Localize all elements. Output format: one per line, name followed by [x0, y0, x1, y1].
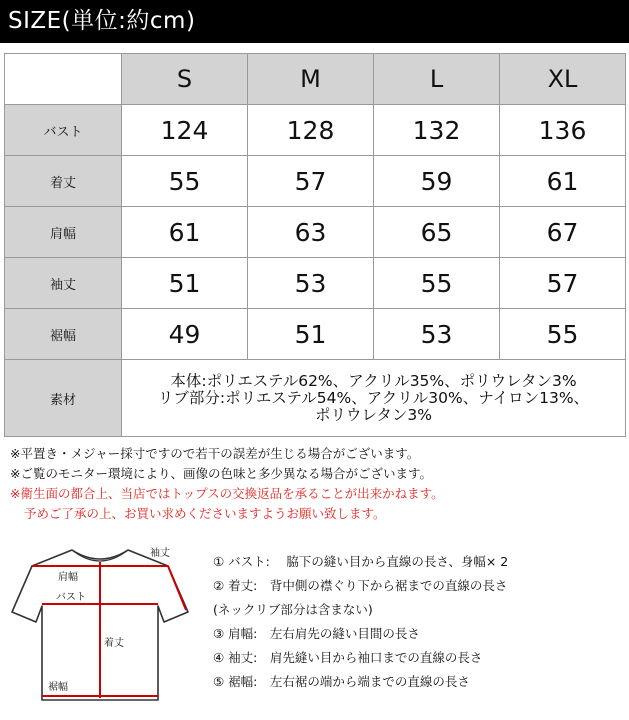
tshirt-measurement-diagram — [10, 538, 195, 710]
material-line: リブ部分:ポリエステル54%、アクリル30%、ナイロン13%、 — [157, 388, 590, 407]
diagram-label-length: 着丈 — [104, 638, 124, 649]
table-cell: 57 — [500, 258, 626, 309]
row-label-length: 着丈 — [5, 156, 122, 207]
definition-item: ① バスト: 脇下の縫い目から直線の長さ、身幅× 2 — [213, 554, 509, 569]
row-label-hem: 裾幅 — [5, 309, 122, 360]
table-cell: 61 — [122, 207, 248, 258]
size-header-xl: XL — [500, 54, 626, 105]
table-cell: 55 — [122, 156, 248, 207]
table-row — [5, 105, 626, 156]
row-label-shoulder: 肩幅 — [5, 207, 122, 258]
table-row — [5, 258, 626, 309]
note-monitor: ※ご覧のモニター環境により、画像の色味と多少異なる場合がございます。 — [10, 466, 432, 481]
table-cell: 55 — [500, 309, 626, 360]
definition-item: (ネックリブ部分は含まない) — [213, 602, 373, 617]
notes — [10, 444, 444, 524]
table-row — [5, 207, 626, 258]
row-label-bust: バスト — [5, 105, 122, 156]
size-table — [4, 53, 626, 437]
table-cell: 53 — [248, 258, 374, 309]
measurement-definitions — [213, 550, 508, 694]
material-line: 本体:ポリエステル62%、アクリル35%、ポリウレタン3% — [170, 371, 577, 390]
diagram-label-sleeve: 袖丈 — [150, 548, 170, 559]
diagram-label-bust: バスト — [56, 592, 86, 603]
table-row — [5, 360, 626, 437]
table-cell: 124 — [122, 105, 248, 156]
table-cell: 132 — [374, 105, 500, 156]
material-line: ポリウレタン3% — [315, 405, 432, 424]
definition-item: ⑤ 裾幅: 左右裾の端から端までの直線の長さ — [213, 674, 470, 689]
table-row — [5, 309, 626, 360]
definition-item: ④ 袖丈: 肩先縫い目から袖口までの直線の長さ — [213, 650, 483, 665]
table-row — [5, 156, 626, 207]
table-cell: 51 — [248, 309, 374, 360]
table-corner-cell — [5, 54, 122, 105]
definition-item: ③ 肩幅: 左右肩先の縫い目間の長さ — [213, 626, 420, 641]
table-cell: 61 — [500, 156, 626, 207]
table-cell: 65 — [374, 207, 500, 258]
row-label-material: 素材 — [5, 360, 122, 437]
table-cell: 136 — [500, 105, 626, 156]
table-cell: 59 — [374, 156, 500, 207]
page-title: SIZE(単位:約cm) — [0, 0, 629, 43]
size-header-l: L — [374, 54, 500, 105]
table-cell: 67 — [500, 207, 626, 258]
diagram-label-hem: 裾幅 — [48, 682, 68, 693]
table-cell: 63 — [248, 207, 374, 258]
note-measurement: ※平置き・メジャー採寸ですので若干の誤差が生じる場合がございます。 — [10, 446, 420, 461]
table-cell: 57 — [248, 156, 374, 207]
table-cell: 49 — [122, 309, 248, 360]
diagram-label-shoulder: 肩幅 — [58, 572, 78, 583]
table-cell: 51 — [122, 258, 248, 309]
note-return-policy: ※衛生面の都合上、当店ではトップスの交換返品を承ることが出来かねます。 — [10, 486, 444, 501]
definition-item: ② 着丈: 背中側の襟ぐり下から裾までの直線の長さ — [213, 578, 508, 593]
note-return-policy-2: 予めご了承の上、お買い求めくださいますようお願い致します。 — [24, 506, 386, 521]
row-label-sleeve: 袖丈 — [5, 258, 122, 309]
size-header-s: S — [122, 54, 248, 105]
table-cell: 55 — [374, 258, 500, 309]
material-cell — [122, 360, 626, 437]
table-cell: 53 — [374, 309, 500, 360]
table-cell: 128 — [248, 105, 374, 156]
size-header-m: M — [248, 54, 374, 105]
